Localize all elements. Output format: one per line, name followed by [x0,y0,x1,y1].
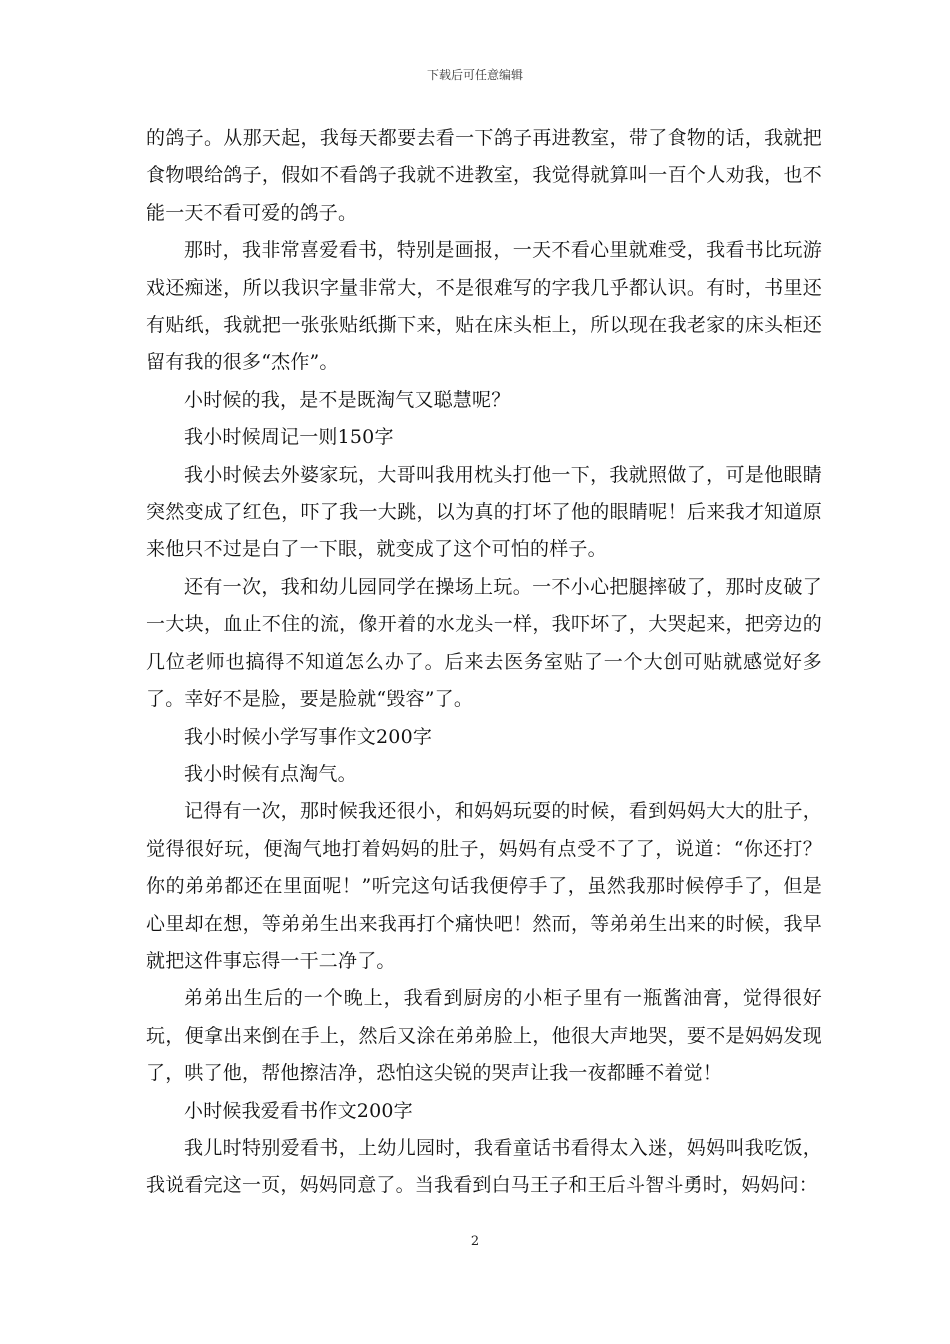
section-heading: 小时候我爱看书作文200字 [184,1099,413,1122]
paragraph: 我小时候有点淘气。 [184,762,357,785]
paragraph: 的鸽子。从那天起，我每天都要去看一下鸽子再进教室，带了食物的话，我就把食物喂给鸽子，假如不看鸽子我就不进教室，我觉得就算叫一百个人劝我，也不能一天不看可爱的鸽子。 [146,127,822,224]
paragraph: 小时候的我，是不是既淘气又聪慧呢？ [184,388,511,411]
section-heading: 我小时候小学写事作文200字 [184,725,433,748]
document-body [146,120,822,1205]
page-header: 下载后可任意编辑 [426,68,523,82]
paragraph: 我儿时特别爱看书，上幼儿园时，我看童话书看得太入迷，妈妈叫我吃饭，我说看完这一页，妈妈同意了。当我看到白马王子和王后斗智斗勇时，妈妈问： [146,1136,822,1197]
paragraph: 那时，我非常喜爱看书，特别是画报，一天不看心里就难受，我看书比玩游戏还痴迷，所以我识字量非常大，不是很难写的字我几乎都认识。有时，书里还有贴纸，我就把一张张贴纸撕下来，贴在床头柜上，所以现在我老家的床头柜还留有我的很多“杰作”。 [146,239,822,374]
paragraph: 我小时候去外婆家玩，大哥叫我用枕头打他一下，我就照做了，可是他眼睛突然变成了红色，吓了我一大跳，以为真的打坏了他的眼睛呢！后来我才知道原来他只不过是白了一下眼，就变成了这个可怕的样子。 [146,463,822,561]
page-number: 2 [470,1234,480,1249]
paragraph: 记得有一次，那时候我还很小，和妈妈玩耍的时候，看到妈妈大大的肚子，觉得很好玩，便淘气地打着妈妈的肚子，妈妈有点受不了了，说道：“你还打？你的弟弟都还在里面呢！”听完这句话我便停手了，虽然我那时候停手了，但是心里却在想，等弟弟生出来我再打个痛快吧！然而，等弟弟生出来的时候，我早就把这件事忘得一干二净了。 [146,800,822,972]
section-heading: 我小时候周记一则150字 [184,426,394,449]
paragraph: 弟弟出生后的一个晚上，我看到厨房的小柜子里有一瓶酱油膏，觉得很好玩，便拿出来倒在手上，然后又涂在弟弟脸上，他很大声地哭，要不是妈妈发现了，哄了他，帮他擦洁净，恐怕这尖锐的哭声让我一夜都睡不着觉！ [146,987,822,1085]
paragraph: 还有一次，我和幼儿园同学在操场上玩。一不小心把腿摔破了，那时皮破了一大块，血止不住的流，像开着的水龙头一样，我吓坏了，大哭起来，把旁边的几位老师也搞得不知道怎么办了。后来去医务室贴了一个大创可贴就感觉好多了。幸好不是脸，要是脸就“毁容”了。 [146,575,822,711]
